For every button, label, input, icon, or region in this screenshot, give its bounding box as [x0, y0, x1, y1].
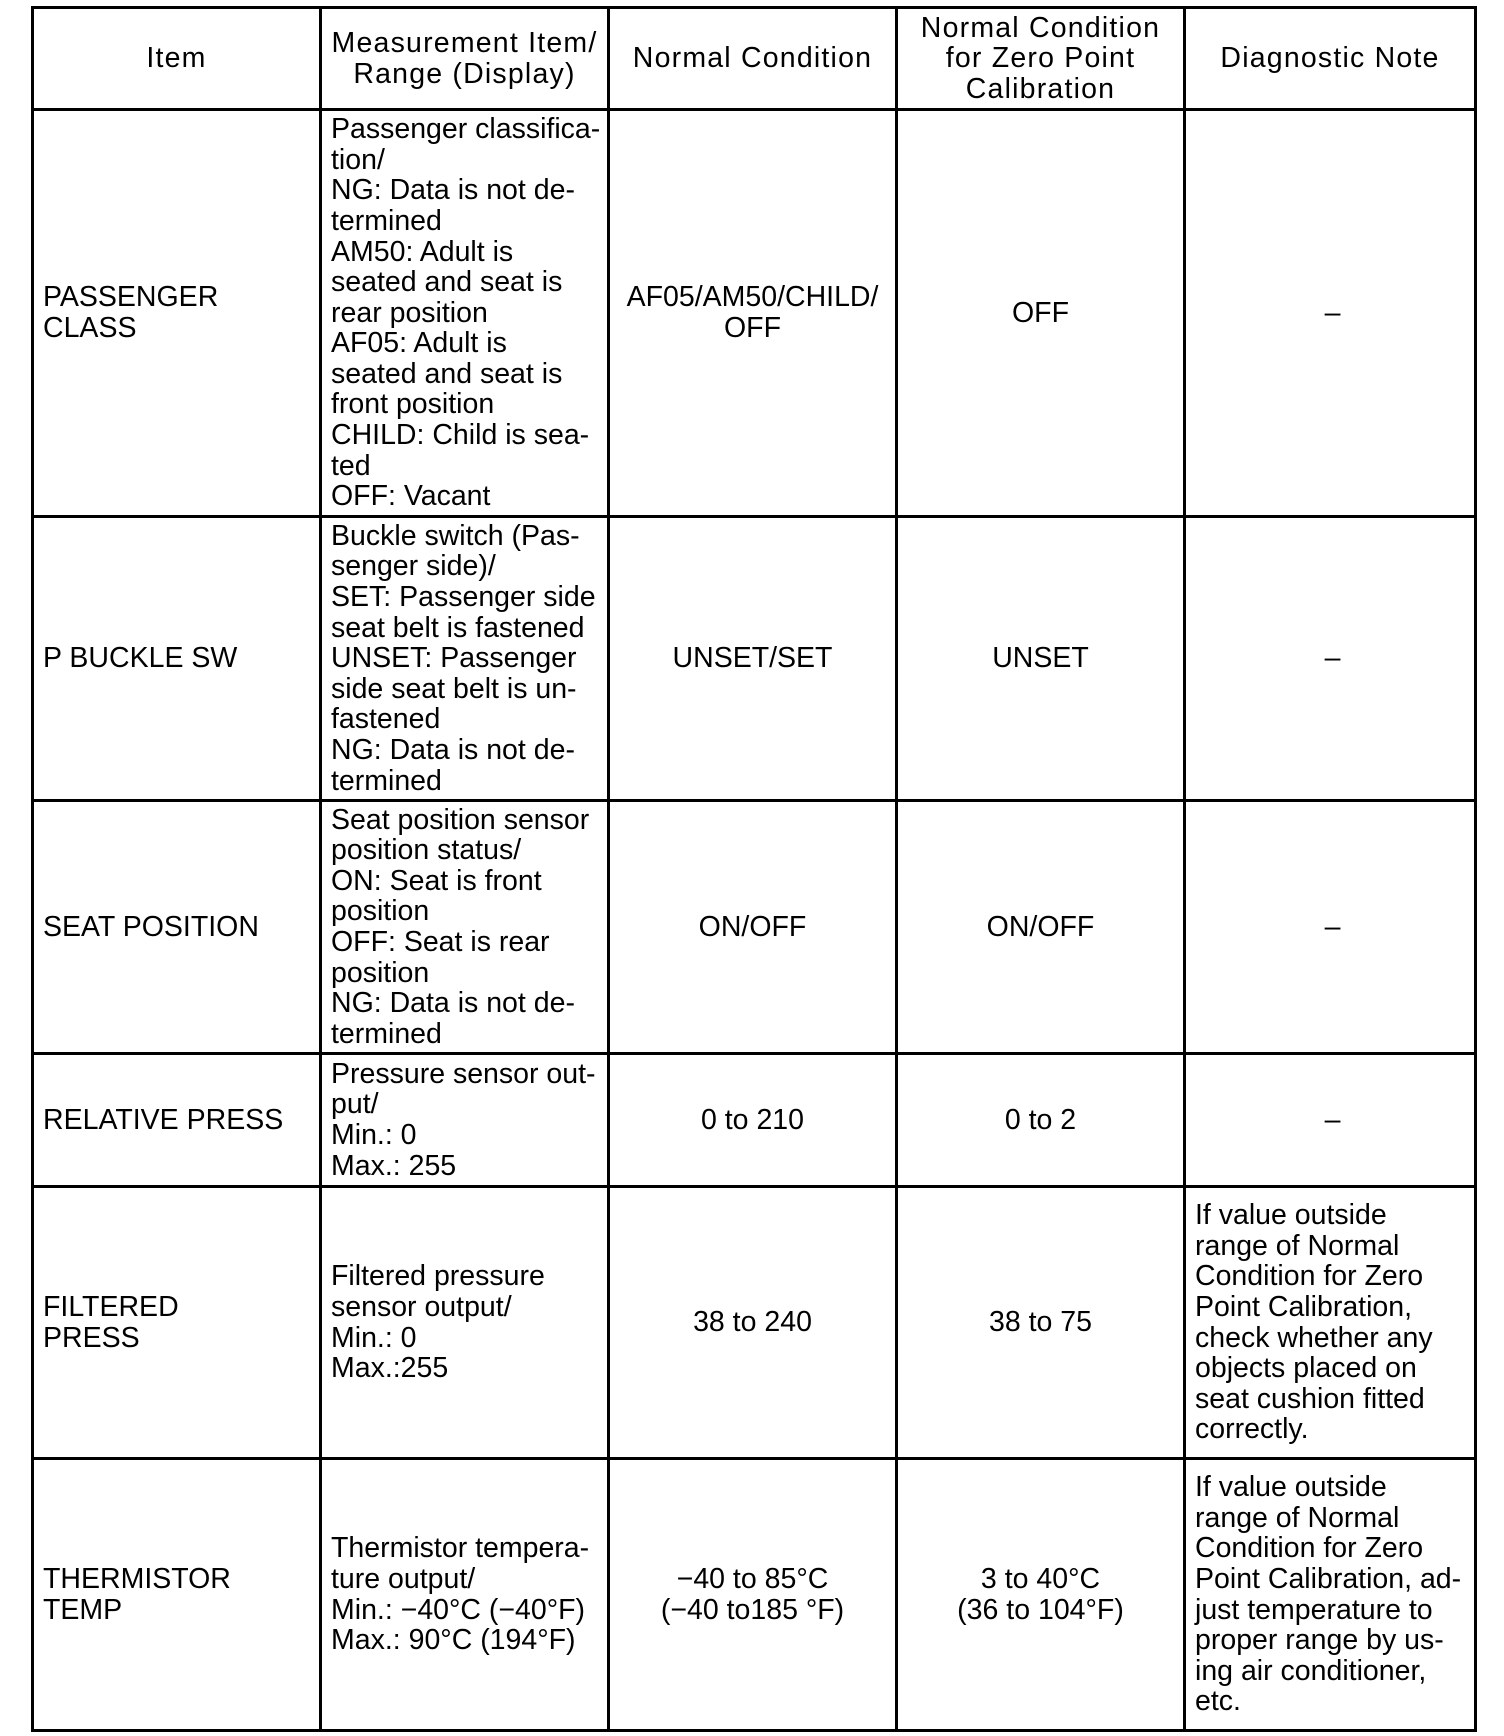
zero-point-cell: UNSET [897, 517, 1185, 801]
diagnostic-note-cell: If value outside range of Normal Condition for Zero Point Calibration, ad- just temperature to proper range by us- ing air conditioner, etc. [1185, 1459, 1476, 1731]
diagnostic-note-cell: – [1185, 1054, 1476, 1187]
normal-condition-cell: 0 to 210 [609, 1054, 897, 1187]
measurement-cell: Pressure sensor out- put/ Min.: 0 Max.: 255 [321, 1054, 609, 1187]
zero-point-cell: 3 to 40°C (36 to 104°F) [897, 1459, 1185, 1731]
normal-condition-cell: −40 to 85°C (−40 to185 °F) [609, 1459, 897, 1731]
item-cell: THERMISTOR TEMP [33, 1459, 321, 1731]
diagnostic-note-cell: – [1185, 801, 1476, 1054]
item-cell: PASSENGER CLASS [33, 110, 321, 517]
item-cell: SEAT POSITION [33, 801, 321, 1054]
table-row [33, 517, 1476, 801]
table-row [33, 1054, 1476, 1187]
zero-point-cell: 38 to 75 [897, 1187, 1185, 1459]
measurement-cell: Filtered pressure sensor output/ Min.: 0 Max.:255 [321, 1187, 609, 1459]
table-row [33, 1459, 1476, 1731]
normal-condition-cell: AF05/AM50/CHILD/ OFF [609, 110, 897, 517]
normal-condition-cell: ON/OFF [609, 801, 897, 1054]
item-cell: FILTERED PRESS [33, 1187, 321, 1459]
diagnostic-note-cell: – [1185, 517, 1476, 801]
measurement-cell: Thermistor tempera- ture output/ Min.: −40°C (−40°F) Max.: 90°C (194°F) [321, 1459, 609, 1731]
header-diagnostic-note: Diagnostic Note [1185, 8, 1476, 110]
measurement-cell: Passenger classifica- tion/ NG: Data is not de- termined AM50: Adult is seated and seat is rear position AF05: Adult is seated and seat is front position CHILD: Child is sea- ted OFF: Vacant [321, 110, 609, 517]
header-item: Item [33, 8, 321, 110]
header-zero-point-calibration: Normal Condition for Zero Point Calibration [897, 8, 1185, 110]
table-row [33, 801, 1476, 1054]
diagnostic-data-table [31, 6, 1477, 1732]
zero-point-cell: OFF [897, 110, 1185, 517]
normal-condition-cell: 38 to 240 [609, 1187, 897, 1459]
normal-condition-cell: UNSET/SET [609, 517, 897, 801]
header-measurement-item-range: Measurement Item/ Range (Display) [321, 8, 609, 110]
measurement-cell: Buckle switch (Pas- senger side)/ SET: Passenger side seat belt is fastened UNSET: Passenger side seat belt is un- fastened NG: Data is not de- termined [321, 517, 609, 801]
zero-point-cell: ON/OFF [897, 801, 1185, 1054]
table-header-row [33, 8, 1476, 110]
header-normal-condition: Normal Condition [609, 8, 897, 110]
zero-point-cell: 0 to 2 [897, 1054, 1185, 1187]
measurement-cell: Seat position sensor position status/ ON: Seat is front position OFF: Seat is rear position NG: Data is not de- termined [321, 801, 609, 1054]
diagnostic-note-cell: – [1185, 110, 1476, 517]
item-cell: RELATIVE PRESS [33, 1054, 321, 1187]
item-cell: P BUCKLE SW [33, 517, 321, 801]
table-row [33, 110, 1476, 517]
diagnostic-note-cell: If value outside range of Normal Condition for Zero Point Calibration, check whether any objects placed on seat cushion fitted correctly. [1185, 1187, 1476, 1459]
table-row [33, 1187, 1476, 1459]
